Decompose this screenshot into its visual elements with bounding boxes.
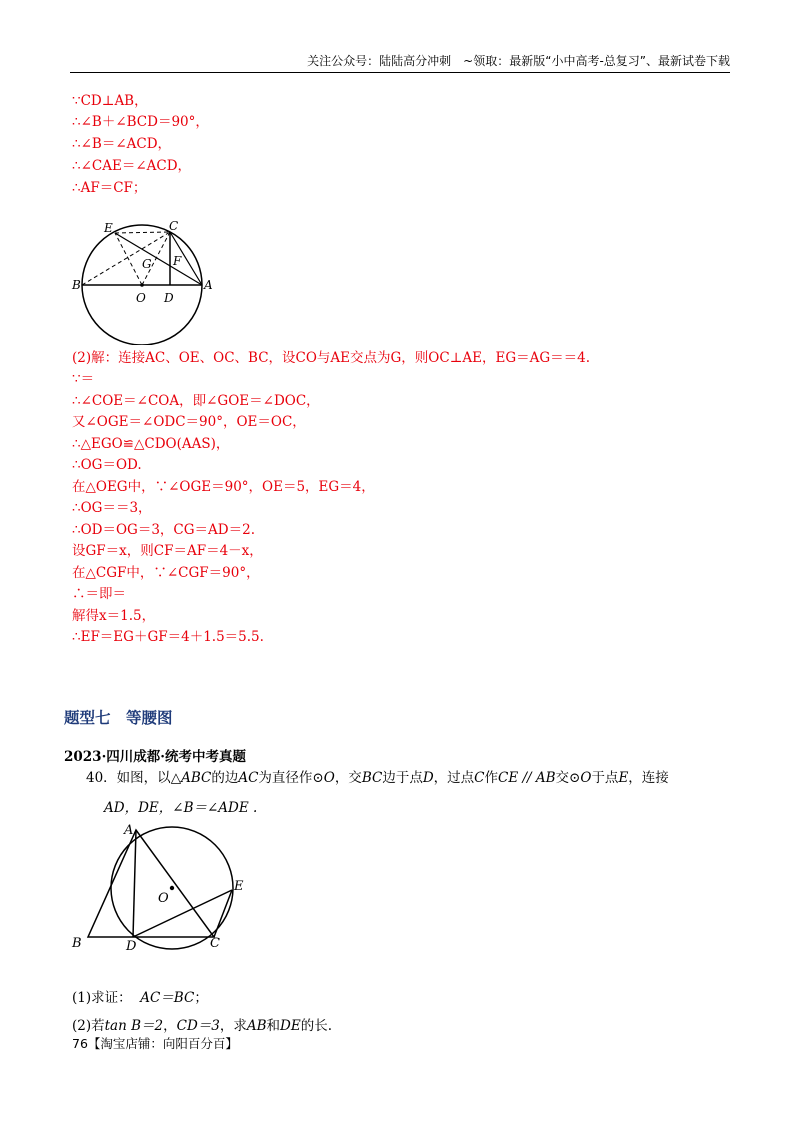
label-o: O <box>136 291 146 305</box>
section-title: 题型七 等腰图 <box>64 709 173 727</box>
question-line-2: AD，DE，∠B＝∠ADE . <box>104 800 258 816</box>
label-f: F <box>173 254 182 268</box>
solution-line: 在△OEG中，∵∠OGE＝90°，OE＝5，EG＝4， <box>72 479 375 495</box>
solution-line: ∴OD＝OG＝3，CG＝AD＝2. <box>72 522 255 538</box>
header-text: 关注公众号：陆陆高分冲刺 ~领取：最新版“小中高考-总复习”、最新试卷下载 <box>307 54 730 68</box>
solution-line: ∵＝ <box>72 371 95 387</box>
question-part-1: (1)求证： AC＝BC； <box>72 990 208 1006</box>
solution-line: ∵CD⊥AB， <box>72 93 148 109</box>
segment-ad <box>133 830 136 937</box>
question-part-2: (2)若tan B＝2，CD＝3，求AB和DE的长. <box>72 1018 333 1034</box>
center-dot <box>170 886 174 890</box>
solution-line: ∴＝即＝ <box>72 586 126 602</box>
label-o: O <box>158 891 169 906</box>
question-line-1: 40．如图，以△ABC的边AC为直径作⊙O，交BC边于点D，过点C作CE // AB交⊙O于点E，连接 <box>86 770 669 786</box>
geometry-figure-1 <box>60 210 230 345</box>
solution-line: ∴AF＝CF； <box>72 180 147 196</box>
label-e: E <box>234 879 244 894</box>
label-a: A <box>204 278 213 292</box>
solution-line: ∴∠CAE＝∠ACD， <box>72 158 192 174</box>
solution-line: ∴OG＝OD. <box>72 457 142 473</box>
label-c: C <box>169 219 179 233</box>
dashed-ec <box>115 232 170 233</box>
label-b: B <box>72 278 81 292</box>
solution-line: ∴∠B＋∠BCD＝90°， <box>72 114 209 130</box>
page-header <box>70 50 730 73</box>
solution-line: (2)解：连接AC、OE、OC、BC，设CO与AE交点为G，则OC⊥AE，EG＝AG＝＝4. <box>72 350 591 366</box>
label-c: C <box>210 936 220 951</box>
solution-line: ∴OG＝＝3， <box>72 500 152 516</box>
label-g: G <box>142 257 152 271</box>
geometry-figure-2 <box>66 820 266 955</box>
solution-line: ∴∠COE＝∠COA，即∠GOE＝∠DOC， <box>72 393 320 409</box>
triangle-abc <box>88 830 214 937</box>
label-e: E <box>104 221 113 235</box>
center-dot <box>140 283 144 287</box>
page-footer: 76【淘宝店铺：向阳百分百】 <box>72 1036 238 1051</box>
solution-line: ∴EF＝EG＋GF＝4＋1.5＝5.5. <box>72 629 264 645</box>
question-source: 2023·四川成都·统考中考真题 <box>64 749 246 765</box>
label-a: A <box>124 823 134 838</box>
label-d: D <box>126 939 137 954</box>
label-d: D <box>164 291 174 305</box>
solution-line: ∴∠B＝∠ACD， <box>72 136 172 152</box>
solution-line: 在△CGF中，∵∠CGF＝90°， <box>72 565 260 581</box>
solution-line: 解得x＝1.5， <box>72 608 156 624</box>
solution-line: 又∠OGE＝∠ODC＝90°，OE＝OC， <box>72 414 306 430</box>
label-b: B <box>72 936 82 951</box>
solution-line: ∴△EGO≌△CDO(AAS)， <box>72 436 230 452</box>
solution-line: 设GF＝x，则CF＝AF＝4－x， <box>72 543 263 559</box>
